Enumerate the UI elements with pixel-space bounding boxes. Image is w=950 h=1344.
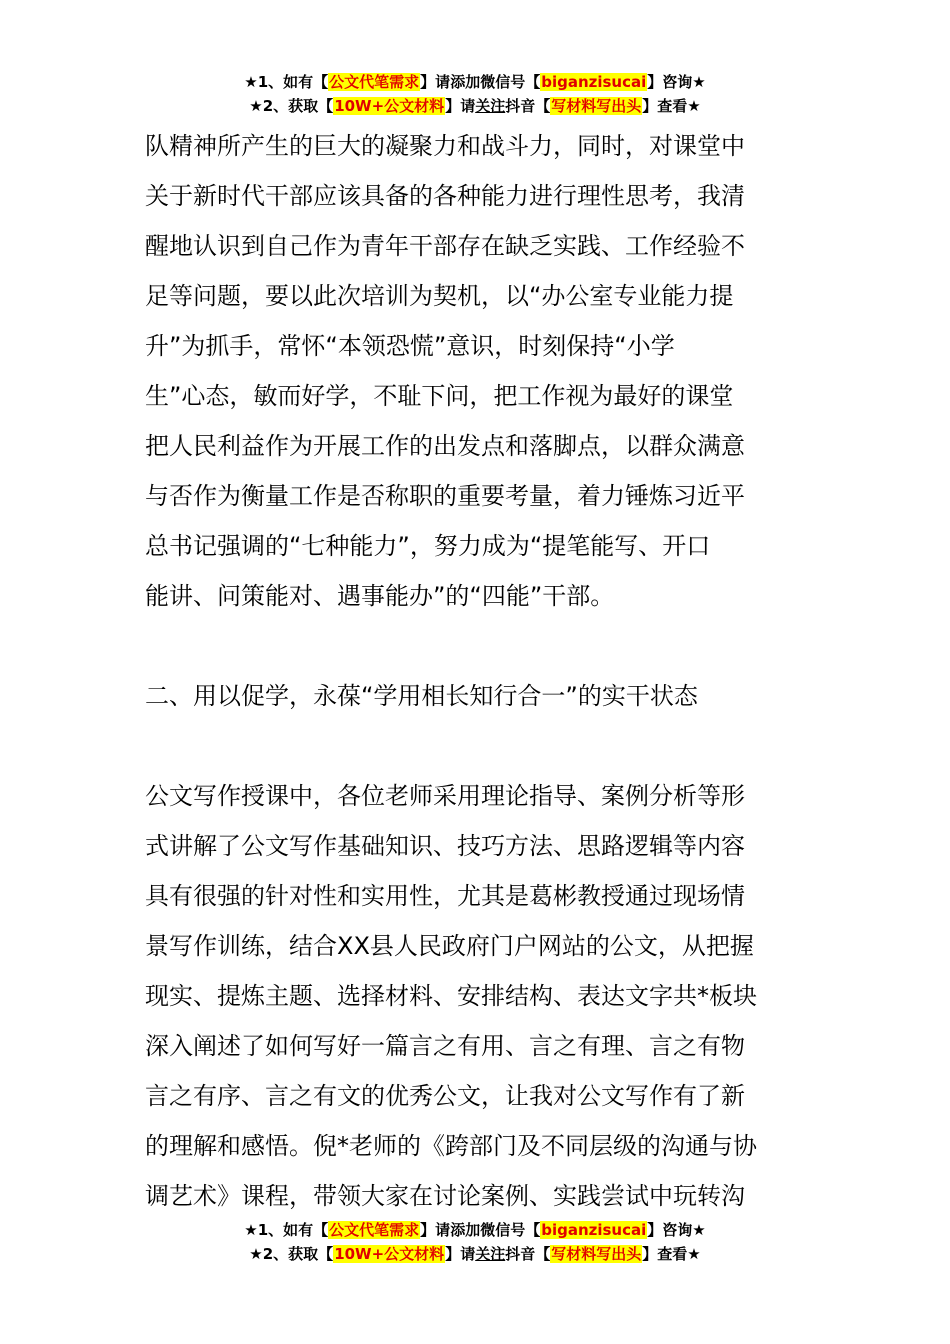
banner-highlight: 公文代笔需求 bbox=[329, 1221, 420, 1239]
text-line: 总书记强调的“七种能力”，努力成为“提笔能写、开口 bbox=[145, 532, 711, 560]
text-line: 生”心态，敏而好学，不耻下问，把工作视为最好的课堂 bbox=[145, 382, 734, 410]
paragraph-2 bbox=[145, 771, 810, 1221]
text-line: 醒地认识到自己作为青年干部存在缺乏实践、工作经验不 bbox=[145, 232, 745, 260]
banner-text: ★2、获取【 bbox=[249, 1245, 334, 1263]
banner-line-2 bbox=[0, 94, 950, 118]
banner-text: 微信号【 bbox=[480, 73, 541, 91]
banner-text: 】请 bbox=[445, 1245, 476, 1263]
paragraph-gap bbox=[145, 721, 810, 771]
text-line: 与否作为衡量工作是否称职的重要考量，着力锤炼习近平 bbox=[145, 482, 745, 510]
banner-text: 关注 bbox=[475, 97, 506, 115]
text-line: 言之有序、言之有文的优秀公文，让我对公文写作有了新 bbox=[145, 1082, 745, 1110]
paragraph-gap bbox=[145, 621, 810, 671]
banner-text: 抖音【 bbox=[505, 1245, 551, 1263]
text-line: 深入阐述了如何写好一篇言之有用、言之有理、言之有物 bbox=[145, 1032, 745, 1060]
text-line: 队精神所产生的巨大的凝聚力和战斗力，同时，对课堂中 bbox=[145, 132, 745, 160]
text-line: 调艺术》课程，带领大家在讨论案例、实践尝试中玩转沟 bbox=[145, 1182, 745, 1210]
banner-text: ★1、如有【 bbox=[244, 1221, 329, 1239]
text-line: 式讲解了公文写作基础知识、技巧方法、思路逻辑等内容 bbox=[145, 832, 745, 860]
banner-text: 抖音【 bbox=[505, 97, 551, 115]
banner-text: 】请 bbox=[420, 73, 451, 91]
heading-text: 二、用以促学，永葆“学用相长知行合一”的实干状态 bbox=[145, 682, 698, 710]
banner-line-1 bbox=[0, 70, 950, 94]
text-line: 的理解和感悟。倪*老师的《跨部门及不同层级的沟通与协 bbox=[145, 1132, 757, 1160]
paragraph-1 bbox=[145, 121, 810, 621]
banner-line-2 bbox=[0, 1242, 950, 1266]
banner-text: 】请 bbox=[445, 97, 476, 115]
banner-text: 关注 bbox=[475, 1245, 506, 1263]
banner-text: 添加 bbox=[450, 1221, 481, 1239]
banner-text: 】查看★ bbox=[642, 1245, 701, 1263]
text-line: 公文写作授课中，各位老师采用理论指导、案例分析等形 bbox=[145, 782, 745, 810]
document-body bbox=[145, 121, 810, 1221]
section-heading-2 bbox=[145, 671, 810, 721]
text-line: 现实、提炼主题、选择材料、安排结构、表达文字共*板块 bbox=[145, 982, 757, 1010]
banner-highlight: 10W+公文材料 bbox=[334, 97, 445, 115]
banner-text: ★1、如有【 bbox=[244, 73, 329, 91]
banner-douyin-id: 写材料写出头 bbox=[551, 1245, 642, 1263]
top-banner bbox=[0, 70, 950, 118]
text-line: 把人民利益作为开展工作的出发点和落脚点，以群众满意 bbox=[145, 432, 745, 460]
banner-wechat-id: biganzisucai bbox=[541, 73, 647, 91]
banner-highlight: 10W+公文材料 bbox=[334, 1245, 445, 1263]
banner-text: 微信号【 bbox=[480, 1221, 541, 1239]
banner-text: ★2、获取【 bbox=[249, 97, 334, 115]
banner-text: 添加 bbox=[450, 73, 481, 91]
banner-text: 】咨询★ bbox=[647, 73, 706, 91]
text-line: 能讲、问策能对、遇事能办”的“四能”干部。 bbox=[145, 582, 615, 610]
banner-text: 】请 bbox=[420, 1221, 451, 1239]
banner-text: 】查看★ bbox=[642, 97, 701, 115]
text-line: 关于新时代干部应该具备的各种能力进行理性思考，我清 bbox=[145, 182, 745, 210]
text-line: 足等问题，要以此次培训为契机，以“办公室专业能力提 bbox=[145, 282, 734, 310]
banner-line-1 bbox=[0, 1218, 950, 1242]
text-line: 升”为抓手，常怀“本领恐慌”意识，时刻保持“小学 bbox=[145, 332, 675, 360]
text-line: 景写作训练，结合XX县人民政府门户网站的公文，从把握 bbox=[145, 932, 754, 960]
text-line: 具有很强的针对性和实用性，尤其是葛彬教授通过现场情 bbox=[145, 882, 745, 910]
banner-wechat-id: biganzisucai bbox=[541, 1221, 647, 1239]
banner-highlight: 公文代笔需求 bbox=[329, 73, 420, 91]
bottom-banner bbox=[0, 1218, 950, 1266]
banner-douyin-id: 写材料写出头 bbox=[551, 97, 642, 115]
banner-text: 】咨询★ bbox=[647, 1221, 706, 1239]
